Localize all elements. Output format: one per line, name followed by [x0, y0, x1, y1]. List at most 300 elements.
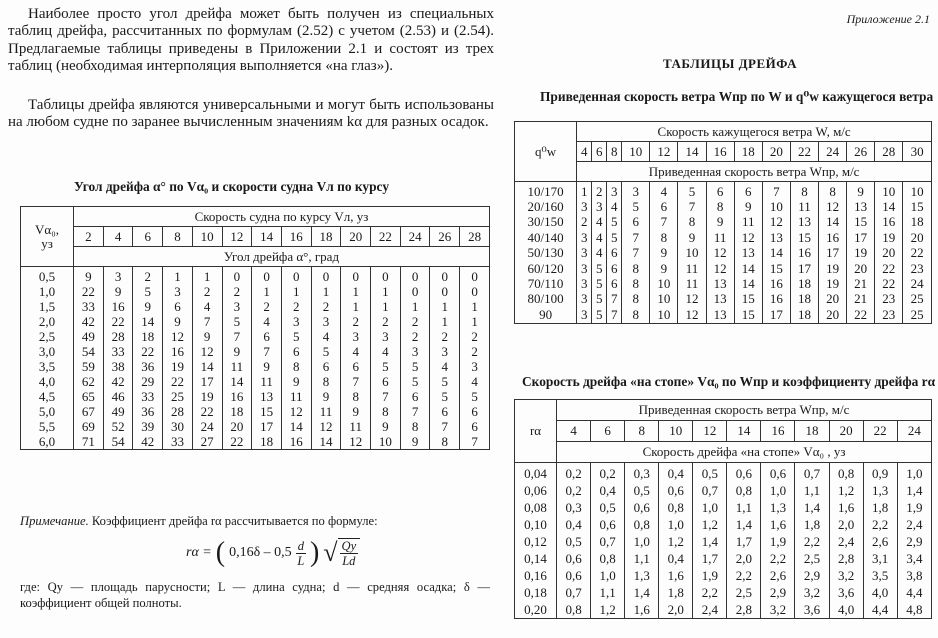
table1-cell: 5 — [430, 389, 460, 404]
table1-row — [21, 374, 490, 389]
table1-cell: 3 — [281, 314, 311, 329]
table3-cell: 0,9 — [863, 463, 897, 483]
table2-cell: 16 — [819, 230, 847, 245]
table1-cell: 12 — [311, 419, 341, 434]
table2-cell: 10 — [650, 292, 678, 307]
table2-cell: 11 — [678, 261, 706, 276]
table3-cell: 0,6 — [591, 516, 625, 533]
table3-cell: 4,4 — [897, 584, 931, 601]
table2-cell: 8 — [622, 261, 650, 276]
table2-row-key: 40/140 — [515, 230, 577, 245]
table3-cell: 0,5 — [591, 499, 625, 516]
table1-cell: 42 — [74, 314, 104, 329]
table2-cell: 13 — [706, 292, 734, 307]
table2-cell: 14 — [734, 261, 762, 276]
table1-cell: 7 — [460, 434, 490, 450]
table1-cell: 3 — [103, 267, 133, 285]
table1-cell: 9 — [311, 389, 341, 404]
table3-column-header: 6 — [591, 421, 625, 442]
table1-cell: 6 — [400, 389, 430, 404]
table2-cell: 10 — [875, 182, 903, 200]
table3-cell: 1,1 — [795, 482, 829, 499]
table2-cell: 22 — [903, 246, 932, 261]
table1-cell: 3 — [400, 344, 430, 359]
table1-cell: 22 — [133, 344, 163, 359]
table3-row — [515, 533, 932, 550]
table2-cell: 4 — [592, 215, 607, 230]
formula-L: L — [297, 553, 305, 568]
table2-cell: 21 — [847, 292, 875, 307]
table2-cell: 8 — [622, 292, 650, 307]
table3-cell: 1,6 — [625, 601, 659, 619]
table1-cell: 36 — [133, 404, 163, 419]
table3-column-header: 16 — [761, 421, 795, 442]
table2-cell: 7 — [650, 215, 678, 230]
table1-cell: 9 — [222, 344, 252, 359]
table3-cell: 0,7 — [591, 533, 625, 550]
table1-row — [21, 359, 490, 374]
table2-cell: 12 — [734, 230, 762, 245]
table1-cell: 4 — [371, 344, 401, 359]
table1-row-key: 2,0 — [21, 314, 74, 329]
table3-row-key: 0,16 — [515, 567, 557, 584]
table1-cell: 2 — [192, 284, 222, 299]
table1-cell: 6 — [311, 359, 341, 374]
table1-cell: 3 — [341, 329, 371, 344]
table2-cell: 14 — [734, 276, 762, 291]
table2-cell: 9 — [650, 261, 678, 276]
table1-cell: 6 — [430, 404, 460, 419]
table1-cell: 59 — [74, 359, 104, 374]
table2-cell: 7 — [762, 182, 790, 200]
table2-cell: 7 — [622, 230, 650, 245]
table2-cell: 14 — [762, 246, 790, 261]
table2-cell: 13 — [762, 230, 790, 245]
table2-cell: 7 — [607, 307, 622, 323]
table3-row — [515, 601, 932, 619]
table1-cell: 7 — [192, 314, 222, 329]
table3-column-header: 18 — [795, 421, 829, 442]
table2-cell: 8 — [790, 182, 818, 200]
table3-cell: 1,9 — [761, 533, 795, 550]
table1-cell: 5 — [430, 374, 460, 389]
table1-cell: 0 — [460, 284, 490, 299]
table2-cell: 8 — [819, 182, 847, 200]
table2-cell: 15 — [847, 215, 875, 230]
table3-cell: 4,0 — [829, 601, 863, 619]
table2-cell: 3 — [577, 292, 592, 307]
table1-cell: 16 — [103, 299, 133, 314]
table3-cell: 0,4 — [591, 482, 625, 499]
table1-cell: 54 — [74, 344, 104, 359]
table1-cell: 65 — [74, 389, 104, 404]
table3-cell: 0,2 — [591, 463, 625, 483]
table2-cell: 18 — [790, 276, 818, 291]
table2-cell: 10 — [903, 182, 932, 200]
table1-cell: 19 — [163, 359, 193, 374]
table3-row — [515, 482, 932, 499]
table2-cell: 22 — [847, 307, 875, 323]
table2-cell: 8 — [678, 215, 706, 230]
table3-cell: 0,8 — [829, 463, 863, 483]
table3-cell: 3,4 — [897, 550, 931, 567]
table3-cell: 3,2 — [829, 567, 863, 584]
table1-corner-cell — [21, 207, 74, 267]
table1-cell: 27 — [192, 434, 222, 450]
table1-row-key: 3,0 — [21, 344, 74, 359]
table1-cell: 6 — [460, 404, 490, 419]
table1-cell: 1 — [281, 284, 311, 299]
formula-Qy: Qy — [341, 539, 357, 553]
table2-cell: 25 — [903, 307, 932, 323]
table3-cell: 0,6 — [659, 482, 693, 499]
table3-row-key: 0,20 — [515, 601, 557, 619]
table1-cell: 42 — [133, 434, 163, 450]
table3-column-header: 14 — [727, 421, 761, 442]
table1-cell: 33 — [103, 344, 133, 359]
table1-cell: 3 — [460, 359, 490, 374]
table3-cell: 2,4 — [693, 601, 727, 619]
table3-row — [515, 550, 932, 567]
table3-cell: 1,0 — [659, 516, 693, 533]
table1-cell: 2 — [430, 329, 460, 344]
table1-cell: 0 — [400, 284, 430, 299]
table2-row-key: 30/150 — [515, 215, 577, 230]
table2-group-header-row — [515, 122, 932, 142]
table3-cell: 1,2 — [659, 533, 693, 550]
table3-cell: 1,7 — [727, 533, 761, 550]
table2-column-header: 24 — [819, 142, 847, 162]
table1-cell: 18 — [133, 329, 163, 344]
table1-cell: 9 — [371, 419, 401, 434]
table1-column-header: 26 — [430, 227, 460, 247]
table2-cell: 15 — [790, 230, 818, 245]
table1-cell: 6 — [163, 299, 193, 314]
table3-cell: 1,0 — [897, 463, 931, 483]
table1-row-key: 1,0 — [21, 284, 74, 299]
table1-cell: 7 — [400, 404, 430, 419]
table1-cell: 0 — [252, 267, 282, 285]
formula-sqrt — [323, 538, 360, 568]
table2-row — [515, 261, 932, 276]
table1-cell: 1 — [311, 284, 341, 299]
table1-cell: 1 — [400, 299, 430, 314]
table2-column-header: 28 — [875, 142, 903, 162]
table1-cell: 2 — [133, 267, 163, 285]
table2-cell: 10 — [762, 199, 790, 214]
table1-cell: 18 — [252, 434, 282, 450]
table3-cell: 1,9 — [693, 567, 727, 584]
table3-group-header: Приведенная скорость ветра Wпр, м/с — [557, 400, 932, 421]
table1-corner-label: Vα₀, — [35, 221, 59, 237]
table2-column-header: 8 — [607, 142, 622, 162]
table2-cell: 13 — [847, 199, 875, 214]
drift-angle-table — [20, 206, 490, 450]
table1-cell: 0 — [400, 267, 430, 285]
paragraph-intro: Наиболее просто угол дрейфа может быть получен из специальных таблиц дрейфа, рассчитанных по формулам (2.52) с учетом (2.53) и (2.54). Предлагаемые таблицы приведены в Приложении 2.1 и состоят из трех таблиц (необходимая интерполяция выполняется «на глаз»). — [8, 6, 494, 75]
table3-cell: 1,1 — [591, 584, 625, 601]
table1-cell: 4 — [430, 359, 460, 374]
table3-group-header-row — [515, 400, 932, 421]
table1-group-header-row — [21, 207, 490, 227]
table3-cell: 2,9 — [897, 533, 931, 550]
table1-cell: 2 — [252, 299, 282, 314]
table2-cell: 16 — [790, 246, 818, 261]
table2-cell: 19 — [875, 230, 903, 245]
table2-sub-header: Приведенная скорость ветра Wпр, м/с — [577, 162, 932, 182]
table3-row — [515, 567, 932, 584]
note-lead: Примечание. — [20, 514, 89, 528]
table1-row-key: 3,5 — [21, 359, 74, 374]
table1-cell: 1 — [192, 267, 222, 285]
table2-cell: 4 — [592, 230, 607, 245]
table1-column-header: 24 — [400, 227, 430, 247]
table1-cell: 62 — [74, 374, 104, 389]
table1-cell: 3 — [163, 284, 193, 299]
table1-cell: 1 — [163, 267, 193, 285]
table3-cell: 1,4 — [897, 482, 931, 499]
table1-column-header: 14 — [252, 227, 282, 247]
table3-cell: 0,8 — [557, 601, 591, 619]
table1-cell: 5 — [371, 359, 401, 374]
table1-cell: 67 — [74, 404, 104, 419]
table1-cell: 28 — [163, 404, 193, 419]
table3-corner-label: rα — [529, 423, 542, 438]
table1-cell: 42 — [103, 374, 133, 389]
table1-cell: 11 — [341, 419, 371, 434]
table2-cell: 3 — [622, 182, 650, 200]
table2-cell: 17 — [847, 230, 875, 245]
table3-row — [515, 463, 932, 483]
table2-cell: 12 — [706, 261, 734, 276]
table2-cell: 5 — [678, 182, 706, 200]
table3-corner-cell — [515, 400, 557, 463]
table1-cell: 9 — [192, 329, 222, 344]
table3-cell: 4,0 — [863, 584, 897, 601]
table1-row-key: 4,0 — [21, 374, 74, 389]
table2-cell: 24 — [903, 276, 932, 291]
table1-cell: 8 — [371, 404, 401, 419]
table2-column-header: 26 — [847, 142, 875, 162]
table2-cell: 10 — [650, 276, 678, 291]
table2-cell: 18 — [903, 215, 932, 230]
table2-cell: 17 — [762, 307, 790, 323]
table3-sub-header: Скорость дрейфа «на стопе» Vα₀ , уз — [557, 442, 932, 463]
table1-row — [21, 299, 490, 314]
formula-paren-close: ) — [309, 537, 320, 568]
table1-row-key: 2,5 — [21, 329, 74, 344]
table2-cell: 6 — [622, 215, 650, 230]
table3-cell: 2,6 — [863, 533, 897, 550]
table1-cell: 33 — [163, 434, 193, 450]
table2-cell: 12 — [678, 292, 706, 307]
table2-cell: 8 — [706, 199, 734, 214]
table1-cell: 6 — [341, 359, 371, 374]
appendix-title: ТАБЛИЦЫ ДРЕЙФА — [663, 56, 798, 71]
table1-cell: 3 — [222, 299, 252, 314]
table3-cell: 1,8 — [795, 516, 829, 533]
table2-cell: 5 — [622, 199, 650, 214]
table2-cell: 20 — [819, 307, 847, 323]
table2-cell: 23 — [875, 292, 903, 307]
table1-cell: 0 — [222, 267, 252, 285]
note — [20, 514, 490, 529]
table1-row — [21, 419, 490, 434]
table1-cell: 1 — [460, 314, 490, 329]
table1-sub-header-row — [21, 247, 490, 267]
table2-column-header: 18 — [734, 142, 762, 162]
table1-cell: 5 — [400, 374, 430, 389]
table2-cell: 19 — [847, 246, 875, 261]
table2-row — [515, 230, 932, 245]
table3-row-key: 0,10 — [515, 516, 557, 533]
table1-cell: 9 — [341, 404, 371, 419]
table2-column-header: 20 — [762, 142, 790, 162]
table2-cell: 13 — [790, 215, 818, 230]
table2-row-key: 20/160 — [515, 199, 577, 214]
table2-cell: 20 — [903, 230, 932, 245]
table1-sub-header: Угол дрейфа α°, град — [74, 247, 490, 267]
table3-column-header: 10 — [659, 421, 693, 442]
formula-Ld: Ld — [342, 554, 356, 568]
formula-legend: где: Qy — площадь парусности; L — длина судна; d — средняя осадка; δ — коэффициент общей полноты. — [20, 580, 490, 610]
table1-row-key: 0,5 — [21, 267, 74, 285]
table3-cell: 0,6 — [727, 463, 761, 483]
table1-cell: 7 — [341, 374, 371, 389]
table1-cell: 33 — [74, 299, 104, 314]
table2-cell: 17 — [790, 261, 818, 276]
table1-row — [21, 404, 490, 419]
table2-sub-header-row — [515, 162, 932, 182]
table1-row-key: 5,0 — [21, 404, 74, 419]
drift-coefficient-formula — [186, 538, 360, 568]
table2-row — [515, 307, 932, 323]
table2-row-key: 90 — [515, 307, 577, 323]
table1-row — [21, 434, 490, 450]
table3-cell: 2,2 — [693, 584, 727, 601]
table2-cell: 11 — [706, 230, 734, 245]
table1-cell: 7 — [430, 419, 460, 434]
table1-cell: 0 — [371, 267, 401, 285]
table2-cell: 15 — [734, 307, 762, 323]
table1-cell: 14 — [192, 359, 222, 374]
formula-fraction-dl — [296, 539, 306, 568]
table1-cell: 3 — [371, 329, 401, 344]
table3-cell: 4,8 — [897, 601, 931, 619]
table1-cell: 4 — [311, 329, 341, 344]
table1-cell: 30 — [163, 419, 193, 434]
table2-caption: Приведенная скорость ветра Wпр по W и q⁰w кажущегося ветра — [540, 89, 934, 104]
table2-cell: 11 — [734, 215, 762, 230]
table2-cell: 5 — [592, 292, 607, 307]
table1-cell: 69 — [74, 419, 104, 434]
reduced-wind-table — [514, 121, 932, 324]
table1-cell: 14 — [222, 374, 252, 389]
table1-column-header: 18 — [311, 227, 341, 247]
table3-cell: 0,2 — [557, 482, 591, 499]
table1-cell: 1 — [341, 299, 371, 314]
table3-cell: 3,6 — [795, 601, 829, 619]
table1-cell: 16 — [163, 344, 193, 359]
table3-column-header: 12 — [693, 421, 727, 442]
table1-column-header: 20 — [341, 227, 371, 247]
table3-row-key: 0,18 — [515, 584, 557, 601]
table1-cell: 9 — [103, 284, 133, 299]
table1-cell: 4 — [192, 299, 222, 314]
table1-cell: 7 — [222, 329, 252, 344]
table1-cell: 17 — [192, 374, 222, 389]
table2-cell: 23 — [875, 307, 903, 323]
table2-row — [515, 276, 932, 291]
table2-cell: 14 — [819, 215, 847, 230]
table1-column-header: 4 — [103, 227, 133, 247]
table1-cell: 22 — [192, 404, 222, 419]
table1-cell: 5 — [133, 284, 163, 299]
table2-cell: 22 — [875, 276, 903, 291]
table1-cell: 7 — [252, 344, 282, 359]
table3-cell: 2,2 — [761, 550, 795, 567]
table2-row-key: 60/120 — [515, 261, 577, 276]
table1-cell: 11 — [281, 389, 311, 404]
table3-cell: 1,0 — [761, 482, 795, 499]
table1-cell: 12 — [281, 404, 311, 419]
table1-caption: Угол дрейфа α° по Vα₀ и скорости судна Vл по курсу — [74, 179, 390, 194]
table3-cell: 0,6 — [557, 567, 591, 584]
table2-row — [515, 199, 932, 214]
table3-cell: 1,1 — [625, 550, 659, 567]
table1-column-header: 16 — [281, 227, 311, 247]
table3-cell: 0,7 — [693, 482, 727, 499]
table2-cell: 6 — [734, 182, 762, 200]
table1-cell: 14 — [281, 419, 311, 434]
table1-cell: 29 — [133, 374, 163, 389]
table1-cell: 2 — [400, 314, 430, 329]
table2-cell: 18 — [790, 292, 818, 307]
table1-cell: 22 — [74, 284, 104, 299]
table2-cell: 10 — [678, 246, 706, 261]
table2-column-header: 30 — [903, 142, 932, 162]
table2-cell: 5 — [592, 261, 607, 276]
table3-cell: 1,3 — [625, 567, 659, 584]
table1-column-header: 6 — [133, 227, 163, 247]
table3-cell: 0,6 — [761, 463, 795, 483]
table1-cell: 2 — [341, 314, 371, 329]
table2-cell: 15 — [734, 292, 762, 307]
table1-cell: 5 — [400, 359, 430, 374]
table3-cell: 2,5 — [727, 584, 761, 601]
sqrt-icon: √ — [323, 538, 338, 567]
table3-row — [515, 499, 932, 516]
table1-row — [21, 344, 490, 359]
table3-column-row — [515, 421, 932, 442]
table1-cell: 9 — [400, 434, 430, 450]
table3-cell: 1,0 — [625, 533, 659, 550]
table1-cell: 5 — [311, 344, 341, 359]
table2-column-header: 16 — [706, 142, 734, 162]
table1-column-header: 10 — [192, 227, 222, 247]
table3-cell: 0,6 — [557, 550, 591, 567]
table2-row — [515, 246, 932, 261]
appendix-label: Приложение 2.1 — [846, 12, 930, 26]
table3-sub-header-row — [515, 442, 932, 463]
table1-cell: 0 — [460, 267, 490, 285]
table1-cell: 6 — [371, 374, 401, 389]
table1-column-header: 22 — [371, 227, 401, 247]
table2-cell: 16 — [762, 292, 790, 307]
table3-cell: 1,4 — [625, 584, 659, 601]
table1-group-header: Скорость судна по курсу Vл, уз — [74, 207, 490, 227]
table2-cell: 20 — [875, 246, 903, 261]
